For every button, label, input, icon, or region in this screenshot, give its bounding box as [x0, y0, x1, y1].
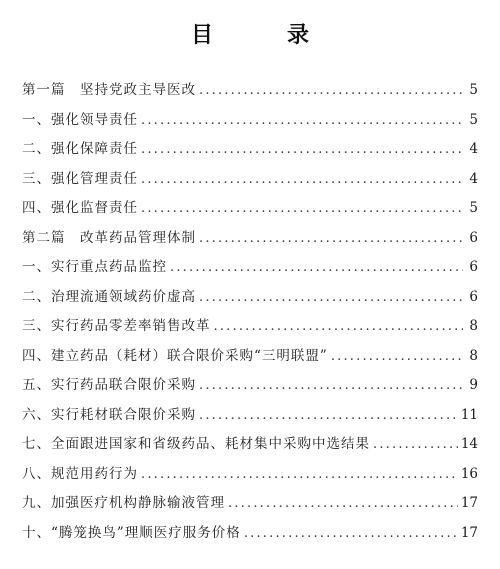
toc-page-number: 4 — [469, 141, 478, 157]
toc-page-number: 5 — [469, 200, 478, 216]
toc-entry[interactable] — [22, 228, 478, 258]
toc-leader-dots — [199, 406, 458, 426]
toc-entry-label: 六、实行耗材联合限价采购 — [22, 406, 196, 423]
toc-page-number: 5 — [469, 111, 478, 128]
toc-entry-label: 一、强化领导责任 — [22, 111, 138, 128]
toc-leader-dots — [199, 229, 463, 249]
toc-leader-dots — [228, 494, 458, 514]
toc-entry[interactable] — [22, 316, 478, 346]
toc-entry[interactable] — [22, 80, 478, 110]
toc-entry[interactable] — [22, 464, 478, 494]
toc-page-number: 16 — [460, 465, 478, 482]
toc-page-number: 8 — [469, 347, 478, 364]
toc-entry-label: 五、实行药品联合限价采购 — [22, 377, 196, 393]
toc-entry[interactable] — [22, 139, 478, 169]
toc-leader-dots — [141, 111, 463, 131]
toc-page-number: 8 — [469, 318, 478, 334]
toc-leader-dots — [141, 465, 458, 485]
toc-entry[interactable] — [22, 405, 478, 435]
toc-page-number: 6 — [469, 229, 478, 246]
toc-entry[interactable] — [22, 287, 478, 317]
toc-entry-label: 八、规范用药行为 — [22, 465, 138, 482]
toc-page-number: 17 — [460, 524, 478, 541]
toc-leader-dots — [244, 524, 458, 544]
toc-entry-label: 二、强化保障责任 — [22, 141, 138, 157]
toc-leader-dots — [199, 81, 463, 101]
toc-leader-dots — [331, 347, 463, 367]
toc-entry-label: 七、全面跟进国家和省级药品、耗材集中采购中选结果 — [22, 436, 370, 452]
toc-entry-label: 四、建立药品（耗材）联合限价采购“三明联盟” — [22, 347, 328, 364]
toc-leader-dots — [141, 140, 463, 160]
toc-leader-dots — [214, 317, 464, 337]
table-of-contents — [22, 80, 478, 552]
toc-page-number: 5 — [469, 82, 478, 98]
toc-entry[interactable] — [22, 110, 478, 140]
toc-leader-dots — [373, 435, 458, 455]
toc-entry[interactable] — [22, 169, 478, 199]
toc-leader-dots — [199, 376, 463, 396]
toc-page-number: 17 — [460, 495, 478, 511]
toc-leader-dots — [141, 170, 463, 190]
toc-leader-dots — [170, 258, 463, 278]
toc-entry[interactable] — [22, 434, 478, 464]
toc-page-number: 9 — [469, 377, 478, 393]
toc-page-number: 6 — [469, 288, 478, 305]
toc-entry[interactable] — [22, 257, 478, 287]
toc-page-number: 6 — [469, 259, 478, 275]
toc-entry[interactable] — [22, 375, 478, 405]
toc-entry[interactable] — [22, 493, 478, 523]
toc-page-number: 11 — [460, 406, 478, 423]
toc-entry-label: 一、实行重点药品监控 — [22, 259, 167, 275]
toc-entry-label: 第一篇 坚持党政主导医改 — [22, 82, 196, 98]
toc-page-number: 14 — [460, 436, 478, 452]
toc-entry-label: 二、治理流通领域药价虚高 — [22, 288, 196, 305]
page-title: 目 录 — [190, 23, 335, 48]
toc-entry[interactable] — [22, 346, 478, 376]
toc-page-number: 4 — [469, 170, 478, 187]
toc-leader-dots — [141, 199, 463, 219]
toc-entry-label: 四、强化监督责任 — [22, 200, 138, 216]
toc-entry-label: 第二篇 改革药品管理体制 — [22, 229, 196, 246]
toc-entry-label: 十、“腾笼换鸟”理顺医疗服务价格 — [22, 524, 241, 541]
toc-leader-dots — [199, 288, 463, 308]
toc-entry-label: 三、强化管理责任 — [22, 170, 138, 187]
toc-entry[interactable] — [22, 523, 478, 553]
toc-entry-label: 九、加强医疗机构静脉输液管理 — [22, 495, 225, 511]
toc-entry-label: 三、实行药品零差率销售改革 — [22, 318, 211, 334]
toc-entry[interactable] — [22, 198, 478, 228]
